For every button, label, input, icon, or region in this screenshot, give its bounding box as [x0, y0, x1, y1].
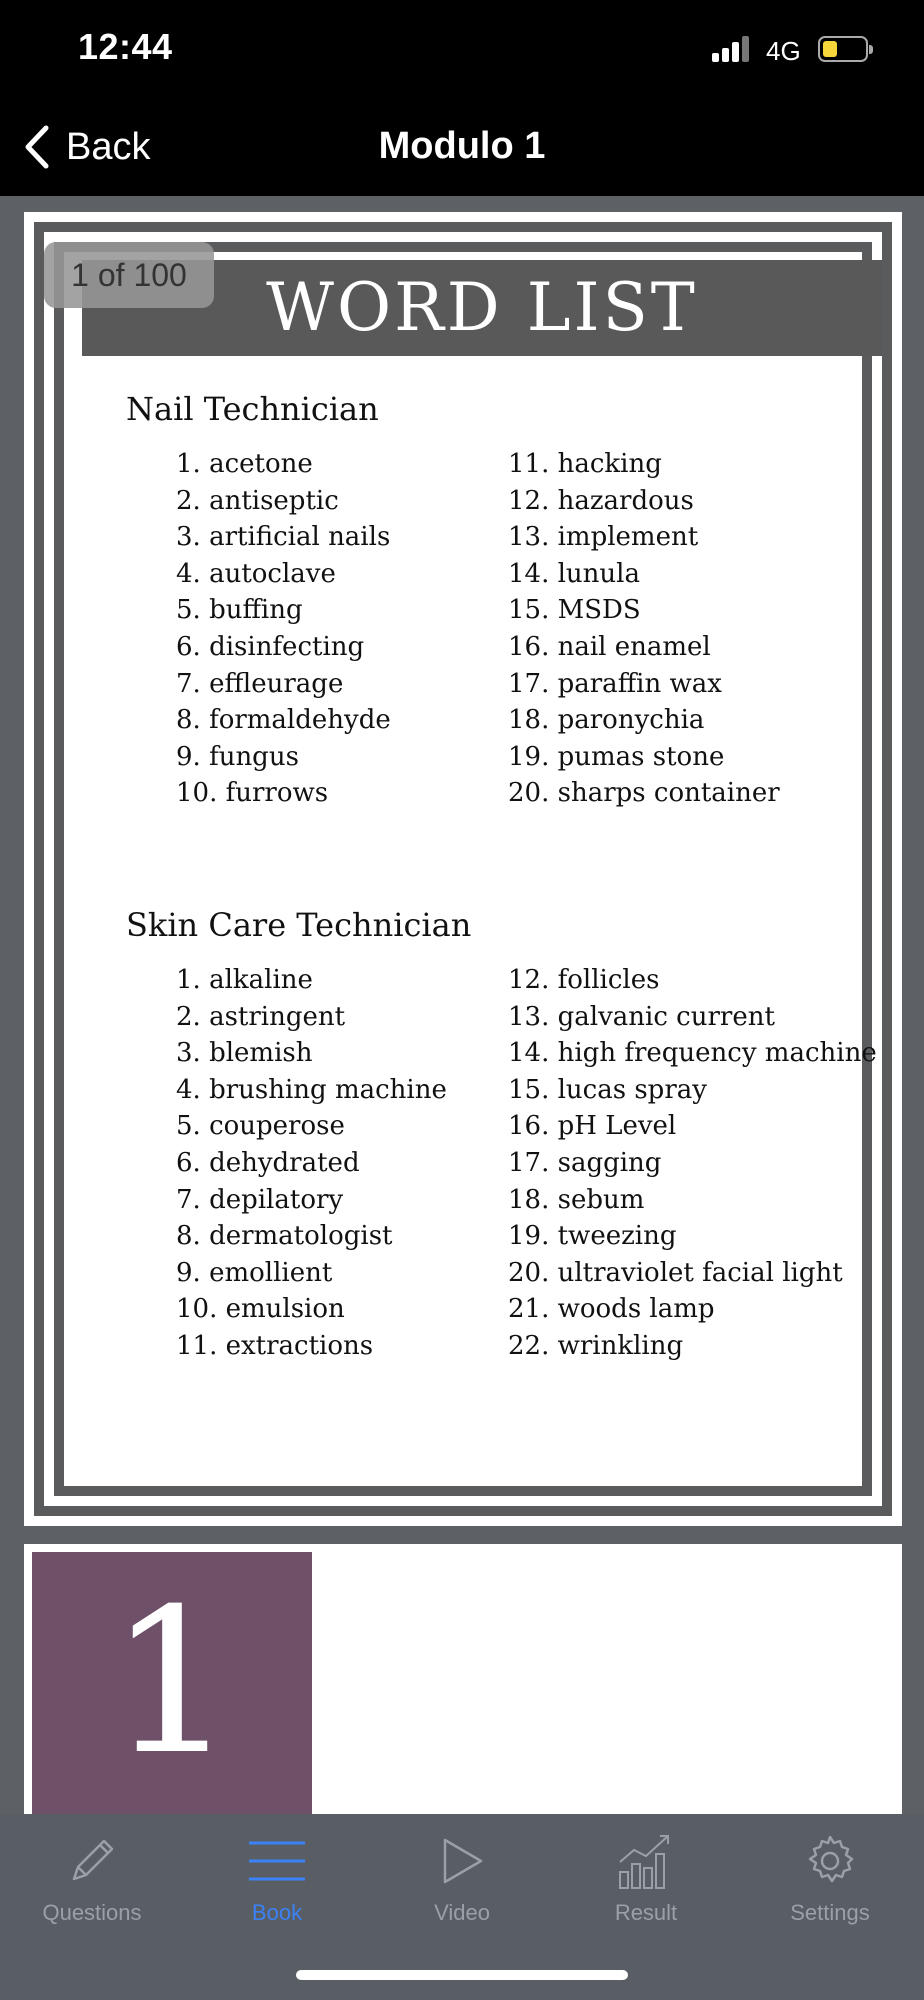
status-time: 12:44 — [78, 26, 173, 67]
list-item: 18. paronychia — [508, 705, 705, 736]
list-item: 13. implement — [508, 522, 699, 553]
tab-label: Result — [614, 1900, 678, 1925]
list-item: 8. formaldehyde — [176, 705, 391, 736]
word-list-nail-col2 — [508, 446, 780, 812]
list-item: 9. fungus — [176, 741, 299, 772]
list-item: 7. depilatory — [176, 1184, 344, 1215]
list-item: 20. ultraviolet facial light — [508, 1257, 843, 1288]
list-item: 4. autoclave — [176, 558, 336, 589]
tab-result[interactable] — [556, 1830, 736, 1940]
word-list-title: WORD LIST — [82, 260, 882, 356]
list-item: 19. pumas stone — [508, 741, 725, 772]
book-icon — [247, 1839, 307, 1883]
list-item: 12. hazardous — [508, 485, 694, 516]
play-icon — [439, 1836, 485, 1886]
tab-label: Book — [251, 1900, 303, 1925]
list-item: 10. emulsion — [176, 1294, 345, 1325]
list-item: 15. MSDS — [508, 595, 641, 626]
list-item: 6. disinfecting — [176, 631, 365, 662]
tab-label: Video — [434, 1900, 490, 1925]
list-item: 11. extractions — [176, 1330, 374, 1361]
status-bar — [0, 0, 924, 100]
list-item: 18. sebum — [508, 1184, 645, 1215]
list-item: 16. nail enamel — [508, 631, 711, 662]
pencil-icon — [64, 1833, 120, 1889]
list-item: 1. alkaline — [176, 965, 313, 995]
list-item: 3. blemish — [176, 1038, 313, 1069]
list-item: 6. dehydrated — [176, 1147, 360, 1178]
list-item: 14. lunula — [508, 558, 640, 589]
list-item: 7. effleurage — [176, 668, 344, 699]
chart-icon — [616, 1832, 676, 1890]
word-list-skin-col1 — [176, 962, 447, 1365]
tab-book[interactable] — [187, 1830, 367, 1940]
book-page-next[interactable] — [24, 1544, 902, 1814]
section-title-skin: Skin Care Technician — [126, 906, 472, 944]
list-item: 13. galvanic current — [508, 1001, 775, 1032]
page-counter-badge: 1 of 100 — [44, 242, 214, 308]
list-item: 17. sagging — [508, 1147, 662, 1178]
list-item: 12. follicles — [508, 965, 660, 995]
network-type: 4G — [766, 36, 801, 66]
tab-label: Settings — [790, 1900, 870, 1925]
list-item: 2. astringent — [176, 1001, 346, 1032]
tab-label: Questions — [42, 1900, 142, 1925]
list-item: 3. artificial nails — [176, 522, 391, 553]
signal-icon — [712, 36, 752, 62]
list-item: 15. lucas spray — [508, 1074, 707, 1105]
word-list-skin-col2 — [508, 962, 877, 1365]
back-label: Back — [66, 125, 151, 168]
list-item: 22. wrinkling — [508, 1330, 684, 1361]
list-item: 17. paraffin wax — [508, 668, 722, 699]
book-page[interactable] — [24, 212, 902, 1526]
word-list-nail-col1 — [176, 446, 391, 812]
tab-settings[interactable] — [740, 1830, 920, 1940]
list-item: 1. acetone — [176, 449, 313, 479]
tab-questions[interactable] — [2, 1830, 182, 1940]
list-item: 4. brushing machine — [176, 1074, 447, 1105]
list-item: 16. pH Level — [508, 1111, 677, 1142]
home-indicator[interactable] — [296, 1970, 628, 1980]
page-content — [64, 252, 877, 1486]
list-item: 11. hacking — [508, 449, 662, 479]
list-item: 5. couperose — [176, 1111, 345, 1142]
section-title-nail: Nail Technician — [126, 390, 379, 428]
tab-video[interactable] — [372, 1830, 552, 1940]
list-item: 19. tweezing — [508, 1221, 677, 1252]
battery-icon — [818, 36, 868, 62]
list-item: 14. high frequency machine — [508, 1038, 877, 1069]
list-item: 20. sharps container — [508, 778, 780, 809]
chapter-number-block: 1 — [32, 1552, 312, 1814]
list-item: 10. furrows — [176, 778, 329, 809]
list-item: 2. antiseptic — [176, 485, 339, 516]
list-item: 21. woods lamp — [508, 1294, 715, 1325]
list-item: 5. buffing — [176, 595, 303, 626]
nav-bar — [0, 100, 924, 196]
list-item: 8. dermatologist — [176, 1221, 393, 1252]
page-title: Modulo 1 — [378, 125, 546, 167]
list-item: 9. emollient — [176, 1257, 333, 1288]
gear-icon — [802, 1833, 858, 1889]
